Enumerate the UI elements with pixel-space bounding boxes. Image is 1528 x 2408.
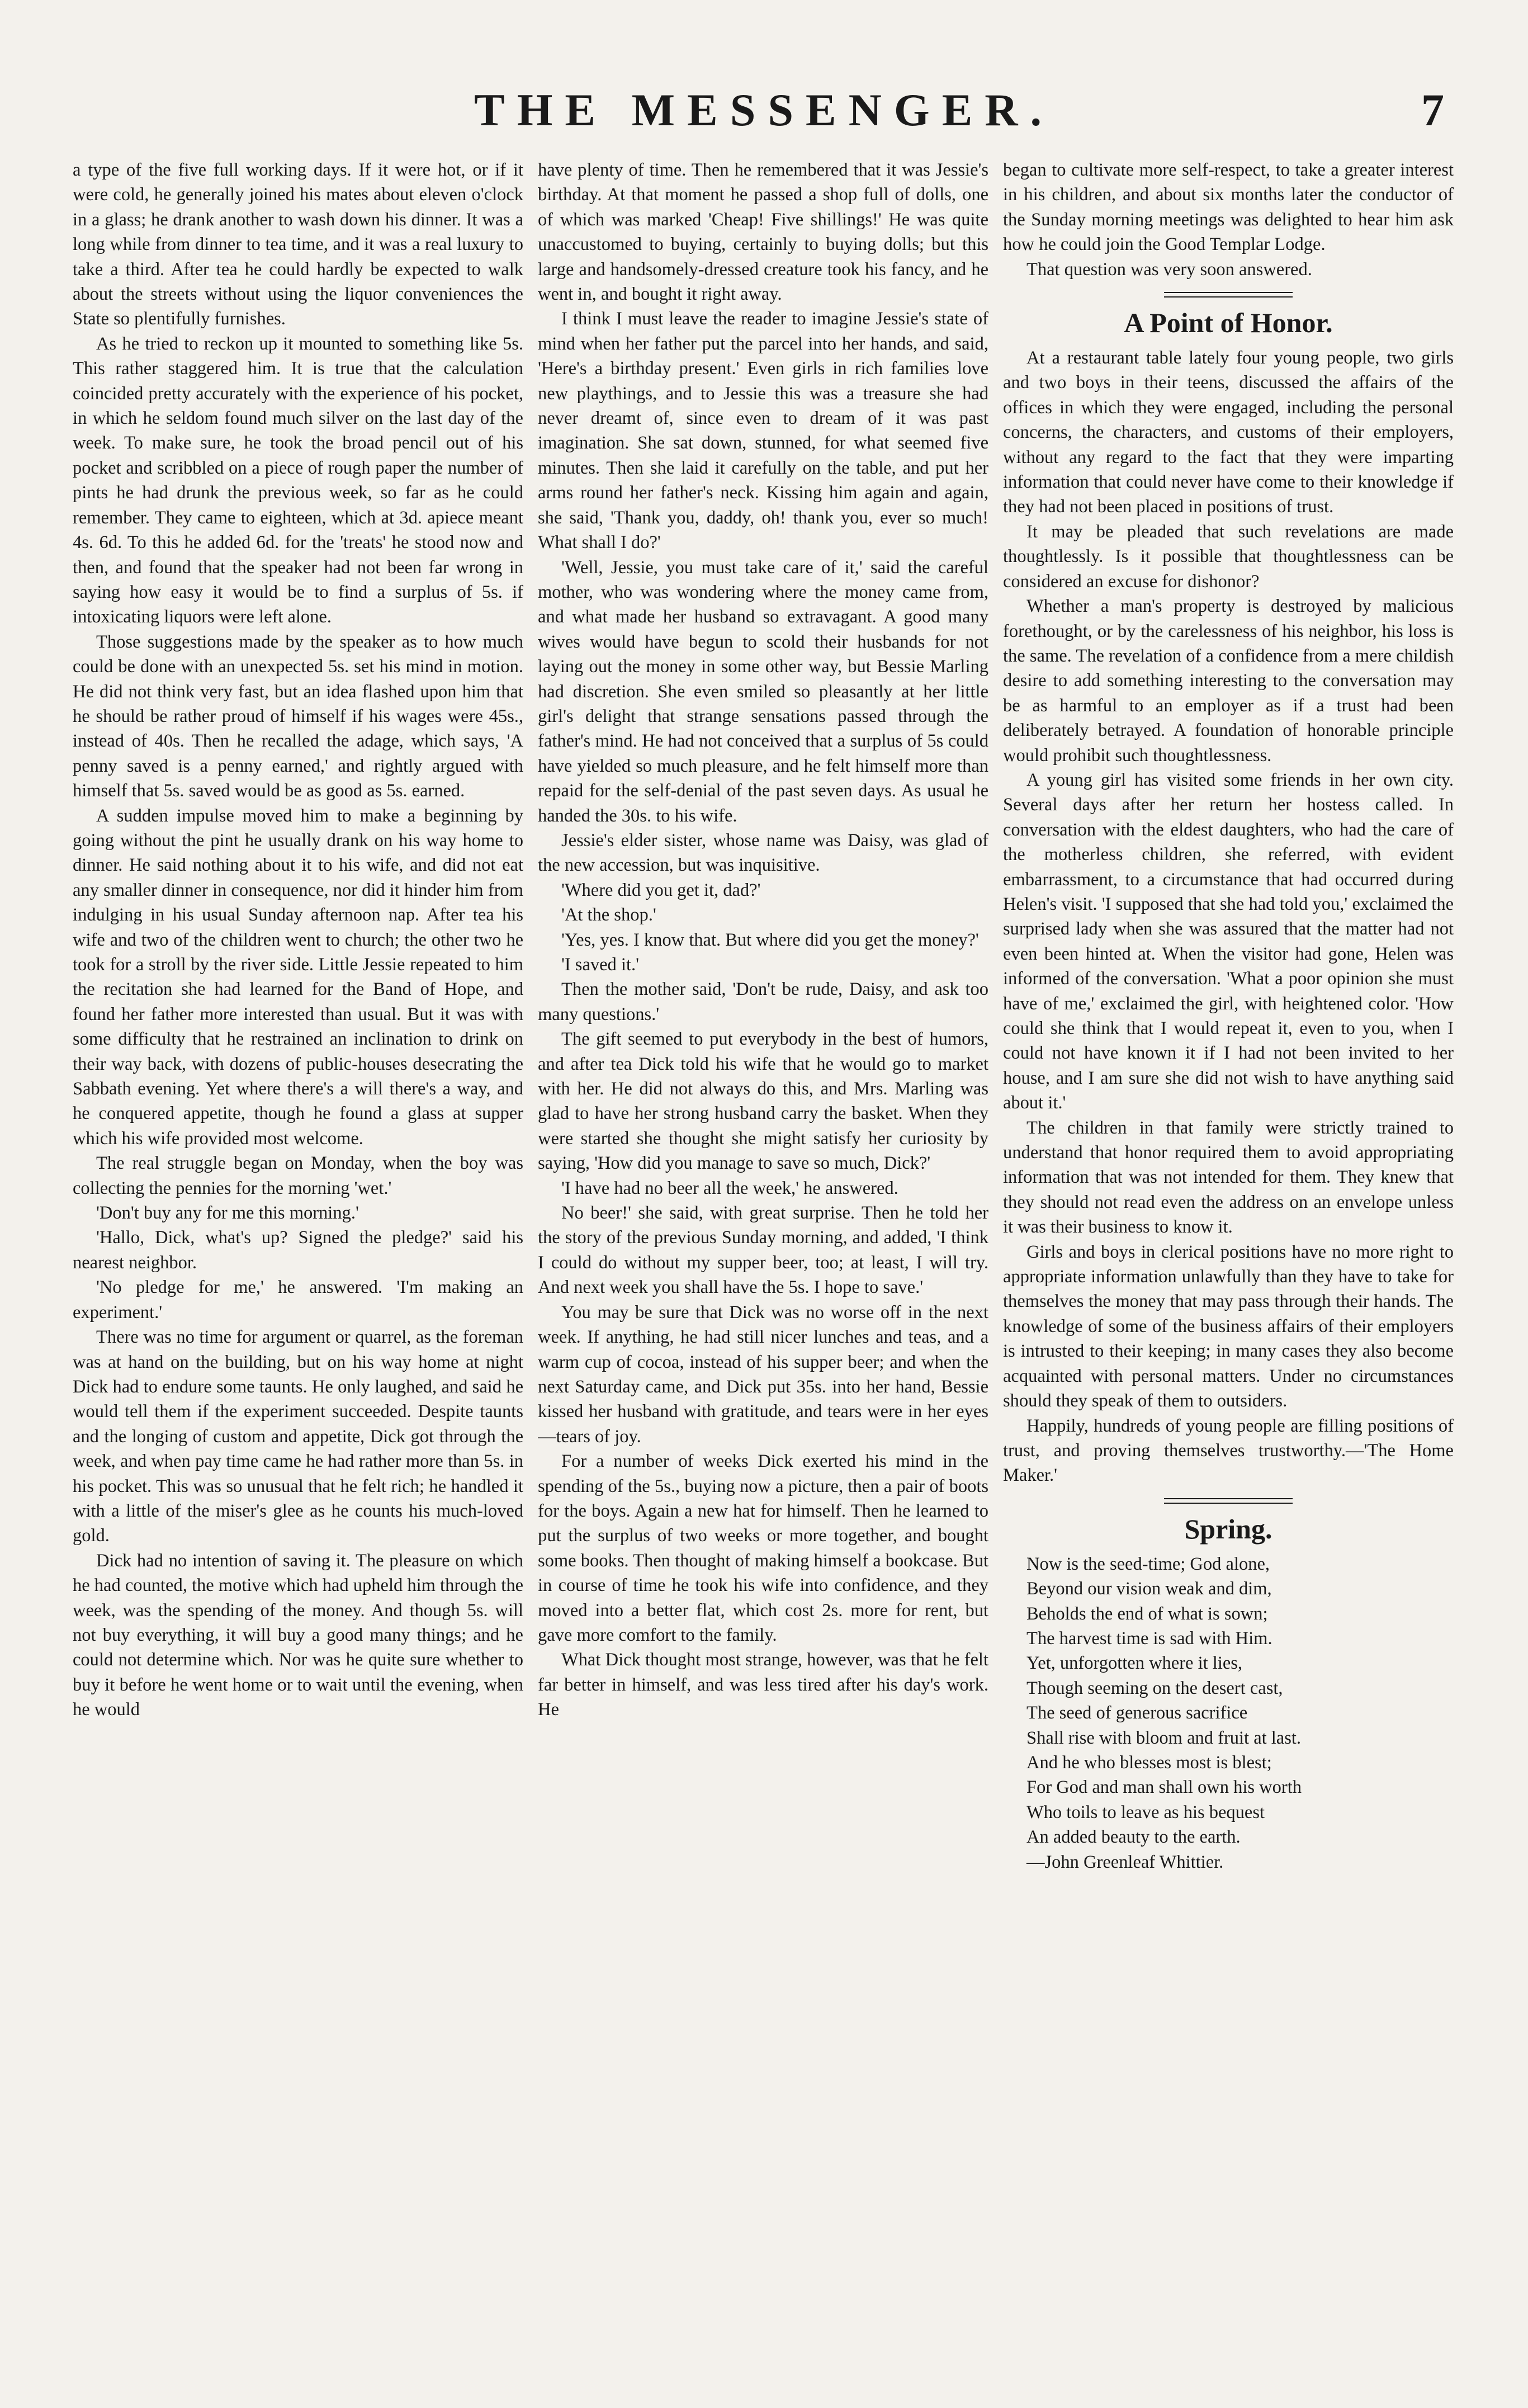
paragraph: No beer!' she said, with great surprise. Then he told her the story of the previous Sunday morning, and added, 'I think I could do without my supper beer, too; at least, I will try. And next week you shall have the 5s. I hope to save.' xyxy=(538,1203,988,1298)
paragraph: The gift seemed to put everybody in the best of humors, and after tea Dick told his wife that he would go to market with her. He did not always do this, and Mrs. Marling was glad to have her strong husband carry the basket. When they were started she thought she might satisfy her curiosity by saying, 'How did you manage to save so much, Dick?' xyxy=(538,1029,988,1174)
paragraph: A sudden impulse moved him to make a beginning by going without the pint he usually drank on his way home to dinner. He said nothing about it to his wife, and did not eat any smaller dinner in consequence, nor did it hinder him from indulging in his usual Sunday afternoon nap. After tea his wife and two of the children went to church; the other two he took for a stroll by the river side. Little Jessie repeated to him the recitation she had learned for the Band of Hope, and found her father more interested than usual. But it was with some difficulty that he restrained an inclination to drink on their way back, with dozens of public-houses desecrating the Sabbath evening. Yet where there's a will there's a way, and he conquered appetite, though he found a glass at supper which his wife provided most welcome. xyxy=(73,805,523,1149)
paragraph: That question was very soon answered. xyxy=(1026,259,1312,280)
paragraph: 'Where did you get it, dad?' xyxy=(561,880,761,900)
paragraph: As he tried to reckon up it mounted to something like 5s. This rather staggered him. It is true that the calculation coincided pretty accurately with the experience of his pocket, in which he seldom found much silver on the last day of the week. To make sure, he took the broad pencil out of his pocket and scribbled on a piece of rough paper the number of pints he had drunk the previous week, so far as he could remember. They came to eighteen, which at 3d. apiece meant 4s. 6d. To this he added 6d. for the 'treats' he stood now and then, and found that the speaker had not been far wrong in saying how easy it would be to find a surplus of 5s. if intoxicating liquors were left alone. xyxy=(73,333,523,627)
paragraph: 'Don't buy any for me this morning.' xyxy=(96,1203,359,1224)
paragraph: 'Hallo, Dick, what's up? Signed the pledge?' said his nearest neighbor. xyxy=(73,1227,523,1273)
column-2 xyxy=(538,158,988,2367)
paragraph: There was no time for argument or quarrel, as the foreman was at hand on the building, but on his way home at night Dick had to endure some taunts. He only laughed, and said he would tell them if the experiment succeeded. Despite taunts and the longing of custom and appetite, Dick got through the week, and when pay time came he had rather more than 5s. in his pocket. This was so unusual that he felt rich; he handled it with a little of the miser's glee as he counts his much-loved gold. xyxy=(73,1327,523,1546)
paragraph: At a restaurant table lately four young people, two girls and two boys in their teens, discussed the affairs of the offices in which they were engaged, including the personal concerns, the characters, and customs of their employers, without any regard to the fact that they were imparting information that could never have come to their knowledge if they had not been placed in positions of trust. xyxy=(1003,348,1454,517)
poem-line: Who toils to leave as his bequest xyxy=(1026,1802,1265,1822)
poem-credit: —John Greenleaf Whittier. xyxy=(1026,1852,1224,1872)
paragraph: 'No pledge for me,' he answered. 'I'm making an experiment.' xyxy=(73,1277,523,1323)
poem-line: Yet, unforgotten where it lies, xyxy=(1026,1653,1243,1674)
paragraph: The real struggle began on Monday, when the boy was collecting the pennies for the morning 'wet.' xyxy=(73,1153,523,1198)
paragraph: Dick had no intention of saving it. The pleasure on which he had counted, the motive which had upheld him through the week, was the spending of the money. And though 5s. will not buy everything, it will buy a good many things; and he could not determine which. Nor was he quite sure whether to buy it before he went home or to wait until the evening, when he would xyxy=(73,1550,523,1720)
paragraph: Happily, hundreds of young people are filling positions of trust, and proving themselves trustworthy.—'The Home Maker.' xyxy=(1003,1415,1454,1486)
masthead-title: THE MESSENGER. xyxy=(474,84,1054,135)
poem-line: For God and man shall own his worth xyxy=(1026,1777,1302,1798)
paragraph: Jessie's elder sister, whose name was Daisy, was glad of the new accession, but was inquisitive. xyxy=(538,830,988,876)
paragraph: 'Yes, yes. I know that. But where did you get the money?' xyxy=(561,929,979,950)
poem-line: An added beauty to the earth. xyxy=(1026,1827,1241,1848)
paragraph: 'I have had no beer all the week,' he answered. xyxy=(561,1178,898,1198)
paragraph: began to cultivate more self-respect, to take a greater interest in his children, and about six months later the conductor of the Sunday morning meetings was delighted to hear him ask how he could join the Good Templar Lodge. xyxy=(1003,160,1454,255)
page-number: 7 xyxy=(1421,84,1444,135)
column-1 xyxy=(73,158,523,2367)
poem xyxy=(1026,1552,1454,1850)
paragraph: have plenty of time. Then he remembered that it was Jessie's birthday. At that moment he passed a shop full of dolls, one of which was marked 'Cheap! Five shillings!' He was quite unaccustomed to buying, certainly to buying dolls; but this large and handsomely-dressed creature took his fancy, and he went in, and bought it right away. xyxy=(538,160,988,305)
poem-line: Beholds the end of what is sown; xyxy=(1026,1603,1268,1624)
poem-line: Now is the seed-time; God alone, xyxy=(1026,1554,1270,1574)
paragraph: Girls and boys in clerical positions have no more right to appropriate information unlawfully than they have to take for themselves the money that may pass through their hands. The knowledge of some of the business affairs of their employers is intrusted to their keeping; in many cases they also become acquainted with personal matters. Under no circumstances should they speak of them to outsiders. xyxy=(1003,1241,1454,1411)
masthead xyxy=(0,84,1528,145)
paragraph: 'I saved it.' xyxy=(561,955,639,975)
paragraph: 'At the shop.' xyxy=(561,905,656,926)
paragraph: What Dick thought most strange, however, was that he felt far better in himself, and was less tired after his day's work. He xyxy=(538,1650,988,1720)
column-3 xyxy=(1003,158,1454,2367)
paragraph: 'Well, Jessie, you must take care of it,' said the careful mother, who was wondering where the money came from, and what made her husband so extravagant. A good many wives would have begun to scold their husbands for not laying out the money in some other way, but Bessie Marling had discretion. She even smiled so pleasantly at her little girl's delight that strange sensations passed through the father's mind. He had not conceived that a surplus of 5s could have yielded so much pleasure, and he felt himself more than repaid for the self-denial of the past seven days. As usual he handed the 30s. to his wife. xyxy=(538,557,988,826)
paragraph: a type of the five full working days. If it were hot, or if it were cold, he generally joined his mates about eleven o'clock in a glass; he drank another to wash down his dinner. It was a long while from dinner to tea time, and it was a real luxury to take a third. After tea he could hardly be expected to walk about the streets without using the liquor conveniences the State so plentifully furnishes. xyxy=(73,160,523,329)
paragraph: Then the mother said, 'Don't be rude, Daisy, and ask too many questions.' xyxy=(538,979,988,1024)
poem-heading-spring: Spring. xyxy=(1184,1513,1272,1545)
paragraph: I think I must leave the reader to imagine Jessie's state of mind when her father put the parcel into her hands, and said, 'Here's a birthday present.' Even girls in rich families love new playthings, and to Jessie this was a treasure she had never dreamt of, since even to dream of it was past imagination. She sat down, stunned, for what seemed five minutes. Then she laid it carefully on the table, and put her arms round her father's neck. Kissing him again and again, she said, 'Thank you, daddy, oh! thank you, ever so much! What shall I do?' xyxy=(538,309,988,553)
paragraph: You may be sure that Dick was no worse off in the next week. If anything, he had still nicer lunches and teas, and a warm cup of cocoa, instead of his supper beer; and when the next Saturday came, and Dick put 35s. into her hand, Bessie kissed her husband with gratitude, and tears were in her eyes—tears of joy. xyxy=(538,1302,988,1447)
poem-line: And he who blesses most is blest; xyxy=(1026,1752,1272,1773)
paragraph: The children in that family were strictly trained to understand that honor required them to avoid appropriating information that was not intended for them. They knew that they should not read even the address on an envelope unless it was their business to know it. xyxy=(1003,1117,1454,1238)
paragraph: It may be pleaded that such revelations are made thoughtlessly. Is it possible that thoughtlessness can be considered an excuse for dishonor? xyxy=(1003,521,1454,592)
poem-line: The seed of generous sacrifice xyxy=(1026,1703,1248,1724)
poem-line: Beyond our vision weak and dim, xyxy=(1026,1579,1272,1599)
section-divider xyxy=(1164,1498,1293,1504)
paragraph: Whether a man's property is destroyed by malicious forethought, or by the carelessness of his neighbor, his loss is the same. The revelation of a confidence from a mere childish desire to add something interesting to the conversation may be as harmful to an employer as if a trust had been deliberately betrayed. A foundation of honorable principle would prohibit such thoughtlessness. xyxy=(1003,596,1454,766)
poem-line: Shall rise with bloom and fruit at last. xyxy=(1026,1727,1302,1748)
section-divider xyxy=(1164,292,1293,298)
paragraph: A young girl has visited some friends in her own city. Several days after her return her hostess called. In conversation with the eldest daughters, who had the care of the motherless children, she referred, with evident embarrassment, to a circumstance that had occurred during Helen's visit. 'I supposed that she had told you,' exclaimed the surprised lady when she was assured that the matter had not even been hinted at. When the visitor had gone, Helen was informed of the conversation. 'What a poor opinion she must have of me,' exclaimed the girl, with heightened color. 'How could she think that I would repeat it, even to you, when I could not have known it if I had not been invited to her house, and I am sure she did not wish to have anything said about it.' xyxy=(1003,769,1454,1113)
paragraph: Those suggestions made by the speaker as to how much could be done with an unexpected 5s. set his mind in motion. He did not think very fast, but an idea flashed upon him that he should be rather proud of himself if his wages were 45s., instead of 40s. Then he recalled the adage, which says, 'A penny saved is a penny earned,' and rightly argued with himself that 5s. saved would be as good as 5s. earned. xyxy=(73,631,523,801)
poem-line: The harvest time is sad with Him. xyxy=(1026,1628,1272,1649)
poem-line: Though seeming on the desert cast, xyxy=(1026,1678,1283,1698)
paragraph: For a number of weeks Dick exerted his mind in the spending of the 5s., buying now a picture, then a pair of boots for the boys. Again a new hat for himself. Then he learned to put the surplus of two weeks or more together, and bought some books. Then thought of making himself a bookcase. But in course of time he took his wife into confidence, and they moved into a better flat, which cost 2s. more for rent, but gave more comfort to the family. xyxy=(538,1451,988,1645)
article-heading-point-of-honor: A Point of Honor. xyxy=(1124,307,1333,339)
